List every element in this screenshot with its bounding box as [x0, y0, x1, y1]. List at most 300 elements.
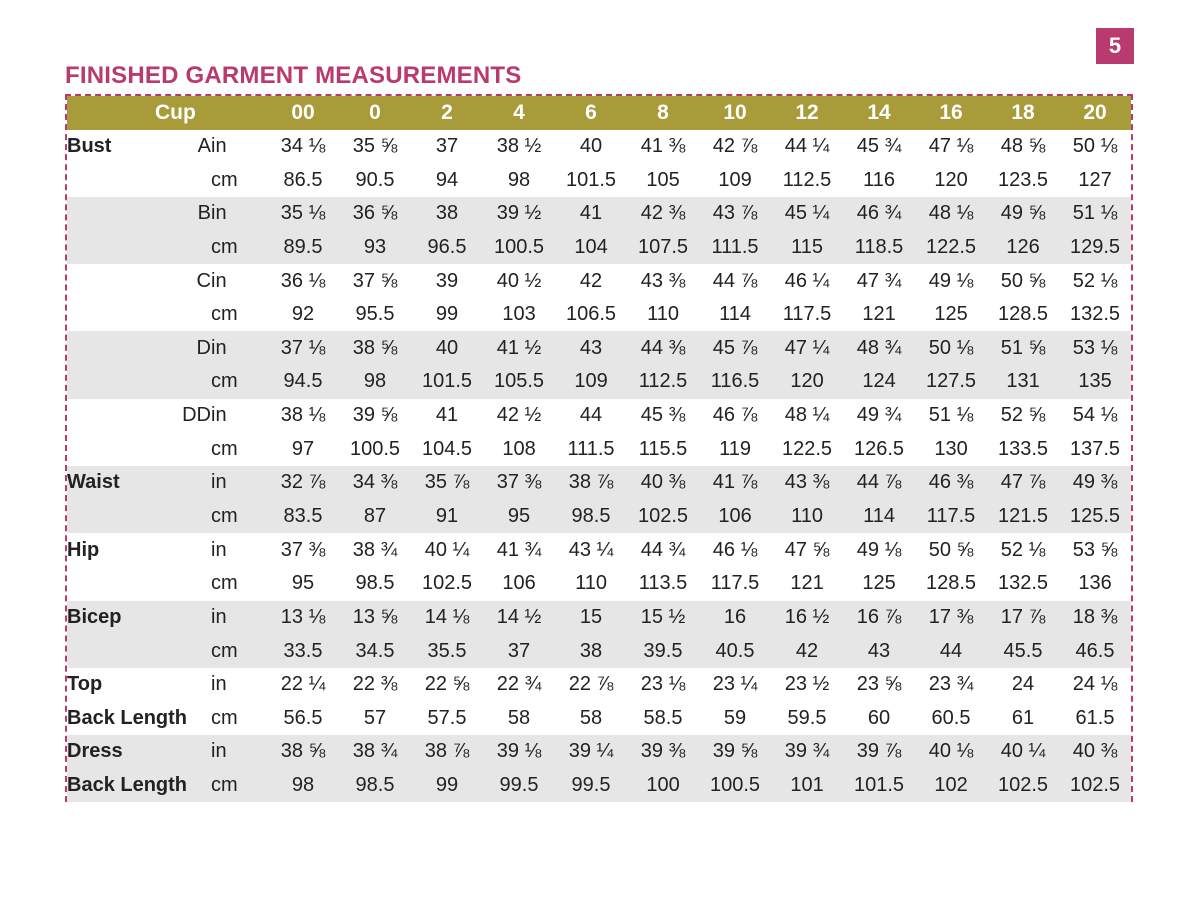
table-row	[67, 466, 1131, 500]
measurement-value: 121.5	[997, 505, 1049, 527]
measurement-value: 37 ⅛	[280, 336, 326, 359]
measurement-value: 16	[723, 605, 747, 628]
measurement-value: 129.5	[1069, 235, 1121, 258]
measurement-value: 46 ⅜	[928, 471, 974, 494]
measurement-value: 102.5	[421, 572, 473, 595]
measurement-value: 39 ½	[496, 202, 542, 225]
measurement-value: 42	[795, 639, 819, 662]
unit-label: cm	[211, 639, 238, 662]
measurement-value: 58	[507, 706, 531, 729]
measurement-value: 36 ⅝	[352, 202, 398, 225]
measurement-value: 44	[939, 639, 963, 662]
measurement-value: 40	[579, 134, 603, 157]
measurement-name: Back Length	[67, 706, 188, 729]
measurement-value: 136	[1078, 572, 1112, 595]
table-row	[67, 399, 1131, 433]
measurement-value: 87	[363, 505, 387, 527]
measurements-table	[67, 96, 1131, 802]
measurement-value: 118.5	[854, 235, 904, 258]
measurement-value: 102.5	[1069, 774, 1121, 797]
measurement-value: 120	[790, 370, 824, 393]
measurement-value: 35 ⅝	[352, 134, 398, 157]
measurement-value: 106	[718, 505, 752, 527]
cup-header	[155, 96, 267, 130]
measurement-name	[67, 298, 161, 332]
measurement-value: 125	[934, 303, 968, 326]
measurement-value: 40.5	[715, 639, 755, 662]
measurement-value: 106	[502, 572, 536, 595]
measurement-value: 58	[579, 706, 603, 729]
measurement-value: 43 ⅜	[640, 269, 686, 292]
measurement-value: 46 ¾	[856, 202, 902, 225]
measurement-value: 34.5	[355, 639, 395, 662]
measurement-value: 53 ⅛	[1072, 336, 1118, 359]
measurement-value: 16 ⅞	[856, 605, 902, 628]
measurement-value: 39 ⅝	[712, 740, 758, 763]
measurement-name	[67, 231, 161, 265]
unit-label: cm	[211, 774, 238, 797]
measurement-value: 117.5	[926, 505, 976, 527]
measurement-name	[67, 500, 161, 534]
measurement-value: 104.5	[421, 437, 473, 460]
measurement-value: 116.5	[710, 370, 760, 393]
measurement-value: 122.5	[925, 235, 977, 258]
measurement-value: 38 ⅝	[280, 740, 326, 763]
measurement-value: 93	[363, 235, 387, 258]
measurement-value: 42 ⅜	[640, 202, 686, 225]
measurement-value: 101.5	[565, 168, 617, 191]
measurement-value: 39 ⅝	[352, 404, 398, 427]
measurement-value: 38 ⅞	[424, 740, 470, 763]
unit-label: cm	[211, 370, 238, 393]
unit-label: in	[211, 336, 227, 359]
measurement-value: 48 ⅝	[1000, 134, 1046, 157]
measurement-value: 110	[791, 505, 823, 527]
header-row	[67, 96, 1131, 130]
measurement-value: 17 ⅜	[928, 605, 974, 628]
measurement-value: 38 ½	[496, 134, 542, 157]
measurement-value: 90.5	[355, 168, 395, 191]
table-row	[67, 365, 1131, 399]
measurement-value: 43 ⅞	[712, 202, 758, 225]
measurement-name: Waist	[67, 471, 120, 494]
measurement-value: 46 ⅞	[712, 404, 758, 427]
cup-size	[161, 668, 211, 702]
measurement-name	[67, 365, 161, 399]
measurement-value: 50 ⅛	[1072, 134, 1118, 157]
measurement-value: 44 ⅞	[712, 269, 758, 292]
measurement-value: 48 ¼	[784, 404, 830, 427]
measurement-value: 103	[502, 303, 536, 326]
measurement-value: 39 ¾	[784, 740, 830, 763]
table-row	[67, 634, 1131, 668]
measurement-value: 101.5	[421, 370, 473, 393]
measurement-value: 34 ⅛	[280, 134, 326, 157]
measurement-value: 40 ⅜	[1072, 740, 1118, 763]
measurement-value: 39 ⅞	[856, 740, 902, 763]
measurement-value: 23 ½	[784, 673, 830, 696]
measurement-value: 108	[502, 437, 536, 460]
unit-label: in	[211, 404, 227, 427]
measurement-value: 48 ⅛	[928, 202, 974, 225]
measurement-value: 98.5	[355, 572, 395, 595]
measurement-value: 61.5	[1075, 706, 1115, 729]
measurement-value: 99.5	[499, 774, 539, 797]
measurement-value: 43	[867, 639, 891, 662]
measurement-value: 111.5	[711, 235, 759, 258]
measurement-value: 49 ⅛	[928, 269, 974, 292]
measurement-value: 39 ⅛	[496, 740, 542, 763]
page-title: FINISHED GARMENT MEASUREMENTS	[65, 62, 522, 89]
measurement-value: 51 ⅛	[1072, 202, 1118, 225]
measurement-value: 18 ⅜	[1072, 605, 1118, 628]
measurement-value: 86.5	[283, 168, 323, 191]
measurement-value: 47 ⅛	[928, 134, 974, 157]
measurement-value: 54 ⅛	[1072, 404, 1118, 427]
cup-header-label: Cup	[155, 100, 196, 124]
measurement-name	[67, 264, 161, 298]
table-row	[67, 533, 1131, 567]
table-row	[67, 231, 1131, 265]
measurement-value: 41 ⅜	[640, 134, 686, 157]
measurement-value: 122.5	[781, 437, 833, 460]
measurement-value: 23 ¼	[712, 673, 758, 696]
measurement-value: 35 ⅛	[280, 202, 326, 225]
measurement-value: 100.5	[349, 437, 401, 460]
measurement-value: 59	[723, 706, 747, 729]
measurement-value: 135	[1078, 370, 1112, 393]
measurement-value: 117.5	[782, 303, 832, 326]
measurement-value: 35.5	[427, 639, 467, 662]
measurement-value: 124	[862, 370, 896, 393]
measurement-value: 22 ⅝	[424, 673, 470, 696]
cup-size	[161, 231, 211, 265]
measurement-value: 22 ⅜	[352, 673, 398, 696]
measurement-value: 47 ¼	[784, 336, 830, 359]
measurement-value: 40 ¼	[424, 538, 470, 561]
measurement-value: 98	[291, 774, 315, 797]
measurement-value: 38 ⅛	[280, 404, 326, 427]
measurement-value: 137.5	[1069, 437, 1121, 460]
measurement-value: 41	[435, 404, 459, 427]
measurement-value: 60.5	[931, 706, 971, 729]
measurement-value: 57.5	[427, 706, 467, 729]
unit-label: in	[211, 605, 227, 628]
measurement-value: 47 ⅝	[784, 538, 830, 561]
measurement-value: 37	[507, 639, 531, 662]
measurement-value: 40 ⅛	[928, 740, 974, 763]
measurement-value: 119	[719, 437, 751, 460]
measurement-value: 94.5	[283, 370, 323, 393]
measurement-value: 98	[507, 168, 531, 191]
measurement-value: 111.5	[567, 437, 615, 460]
measurement-value: 133.5	[997, 437, 1049, 460]
measurement-name: Bust	[67, 134, 112, 157]
measurement-value: 42 ½	[496, 404, 542, 427]
size-header: 8	[657, 100, 669, 124]
measurement-name	[67, 432, 161, 466]
measurement-value: 46 ¼	[784, 269, 830, 292]
measurement-value: 114	[719, 303, 751, 326]
measurement-value: 52 ⅛	[1000, 538, 1046, 561]
measurement-value: 37 ⅜	[496, 471, 542, 494]
unit-label: cm	[211, 437, 238, 460]
cup-size: B	[197, 202, 211, 225]
measurement-value: 32 ⅞	[280, 471, 326, 494]
cup-size	[161, 601, 211, 635]
cup-size: A	[197, 134, 211, 157]
measurement-value: 43 ⅜	[784, 471, 830, 494]
table-row	[67, 331, 1131, 365]
unit-label: cm	[211, 168, 238, 191]
unit-label: in	[211, 740, 227, 763]
measurement-header	[67, 96, 161, 130]
measurement-name: Top	[67, 673, 103, 696]
size-header: 10	[723, 100, 747, 124]
measurement-value: 101.5	[853, 774, 905, 797]
unit-label: in	[211, 673, 227, 696]
measurement-value: 39 ⅜	[640, 740, 686, 763]
cup-size	[161, 432, 211, 466]
measurement-value: 37 ⅜	[280, 538, 326, 561]
measurement-name	[67, 197, 161, 231]
measurement-value: 48 ¾	[856, 336, 902, 359]
measurement-value: 43 ¼	[568, 538, 614, 561]
measurement-value: 52 ⅝	[1000, 404, 1046, 427]
measurement-value: 104	[574, 235, 608, 258]
measurement-value: 98.5	[571, 505, 611, 527]
measurement-value: 126.5	[853, 437, 905, 460]
measurement-value: 46 ⅛	[712, 538, 758, 561]
measurement-value: 41 ⅞	[712, 471, 758, 494]
measurement-value: 22 ¼	[280, 673, 326, 696]
measurement-value: 112.5	[638, 370, 688, 393]
measurement-value: 44 ¼	[784, 134, 830, 157]
size-header: 4	[513, 100, 525, 124]
measurement-value: 37	[435, 134, 459, 157]
cup-size	[161, 634, 211, 668]
measurement-value: 43	[579, 336, 603, 359]
size-header: 12	[795, 100, 819, 124]
measurement-value: 46.5	[1075, 639, 1115, 662]
measurement-value: 52 ⅛	[1072, 269, 1118, 292]
unit-label: in	[211, 202, 227, 225]
unit-label: cm	[211, 706, 238, 729]
measurement-value: 36 ⅛	[280, 269, 326, 292]
measurement-value: 49 ⅛	[856, 538, 902, 561]
measurement-value: 125.5	[1069, 505, 1121, 527]
measurement-value: 99.5	[571, 774, 611, 797]
size-header: 6	[585, 100, 597, 124]
measurement-value: 100.5	[493, 235, 545, 258]
measurement-name	[67, 634, 161, 668]
measurement-value: 51 ⅛	[928, 404, 974, 427]
measurement-value: 59.5	[787, 706, 827, 729]
measurement-value: 132.5	[997, 572, 1049, 595]
measurement-value: 97	[291, 437, 315, 460]
measurement-value: 47 ¾	[856, 269, 902, 292]
measurement-value: 102.5	[637, 505, 689, 527]
table-body	[67, 130, 1131, 803]
unit-label: cm	[211, 505, 238, 527]
measurement-value: 98.5	[355, 774, 395, 797]
cup-size	[161, 533, 211, 567]
measurement-value: 22 ¾	[496, 673, 542, 696]
measurement-value: 23 ¾	[928, 673, 974, 696]
measurement-value: 121	[790, 572, 824, 595]
measurement-value: 17 ⅞	[1000, 605, 1046, 628]
measurement-value: 127	[1078, 168, 1112, 191]
table-row	[67, 432, 1131, 466]
measurement-value: 33.5	[283, 639, 323, 662]
measurement-value: 102.5	[997, 774, 1049, 797]
measurement-name: Hip	[67, 538, 100, 561]
size-header: 14	[867, 100, 891, 124]
measurement-value: 45 ¼	[784, 202, 830, 225]
measurement-name	[67, 331, 161, 365]
measurement-value: 40 ⅜	[640, 471, 686, 494]
measurement-name	[67, 163, 161, 197]
measurement-value: 39 ¼	[568, 740, 614, 763]
table-row	[67, 163, 1131, 197]
measurement-value: 121	[862, 303, 896, 326]
measurement-name: Bicep	[67, 605, 122, 628]
cup-size	[161, 298, 211, 332]
measurement-name: Dress	[67, 740, 123, 763]
measurement-value: 49 ⅜	[1072, 471, 1118, 494]
measurement-value: 41 ½	[496, 336, 542, 359]
measurement-value: 49 ¾	[856, 404, 902, 427]
measurement-value: 13 ⅛	[280, 605, 326, 628]
measurement-value: 16 ½	[784, 605, 830, 628]
measurement-value: 34 ⅜	[352, 471, 398, 494]
measurement-value: 23 ⅛	[640, 673, 686, 696]
measurement-value: 125	[862, 572, 896, 595]
measurement-value: 60	[867, 706, 891, 729]
size-header: 2	[441, 100, 453, 124]
measurement-value: 123.5	[997, 168, 1049, 191]
measurement-value: 127.5	[925, 370, 977, 393]
measurement-value: 99	[435, 774, 459, 797]
measurement-value: 95	[291, 572, 315, 595]
measurement-value: 38	[579, 639, 603, 662]
cup-size	[161, 365, 211, 399]
measurement-value: 40 ½	[496, 269, 542, 292]
measurement-value: 38 ⅝	[352, 336, 398, 359]
measurement-value: 35 ⅞	[424, 471, 470, 494]
measurement-value: 40	[435, 336, 459, 359]
measurement-value: 113.5	[638, 572, 688, 595]
cup-size	[161, 567, 211, 601]
measurement-value: 22 ⅞	[568, 673, 614, 696]
unit-label: cm	[211, 572, 238, 595]
measurement-value: 110	[575, 572, 607, 595]
measurement-value: 15 ½	[640, 605, 686, 628]
measurement-value: 131	[1006, 370, 1040, 393]
cup-size: DD	[182, 404, 211, 427]
measurement-value: 115.5	[638, 437, 688, 460]
cup-size: C	[196, 269, 211, 292]
measurement-value: 45.5	[1003, 639, 1043, 662]
size-header: 18	[1011, 100, 1035, 124]
measurement-value: 44	[579, 404, 603, 427]
measurement-value: 89.5	[283, 235, 323, 258]
measurement-value: 130	[934, 437, 968, 460]
measurement-value: 51 ⅝	[1000, 336, 1046, 359]
cup-size	[161, 735, 211, 769]
table-row	[67, 769, 1131, 803]
measurement-value: 14 ⅛	[424, 605, 470, 628]
measurement-value: 132.5	[1069, 303, 1121, 326]
measurement-value: 57	[363, 706, 387, 729]
measurement-value: 100.5	[709, 774, 761, 797]
measurement-value: 47 ⅞	[1000, 471, 1046, 494]
measurement-value: 96.5	[427, 235, 467, 258]
page-number-badge: 5	[1096, 28, 1134, 64]
measurement-value: 42	[579, 269, 603, 292]
measurement-value: 58.5	[643, 706, 683, 729]
table-row	[67, 500, 1131, 534]
size-header: 0	[369, 100, 381, 124]
unit-label: in	[211, 134, 227, 157]
cup-size: D	[196, 336, 211, 359]
measurement-value: 45 ¾	[856, 134, 902, 157]
cup-size	[161, 466, 211, 500]
measurement-value: 117.5	[710, 572, 760, 595]
cup-size	[161, 163, 211, 197]
measurement-value: 41 ¾	[496, 538, 542, 561]
table-row	[67, 702, 1131, 736]
measurement-value: 44 ⅞	[856, 471, 902, 494]
measurement-value: 106.5	[565, 303, 617, 326]
measurement-value: 94	[435, 168, 459, 191]
table-row	[67, 601, 1131, 635]
measurement-value: 39.5	[643, 639, 683, 662]
measurement-value: 102	[934, 774, 968, 797]
measurement-value: 83.5	[283, 505, 323, 527]
cup-size	[161, 500, 211, 534]
measurement-value: 56.5	[283, 706, 323, 729]
table-row	[67, 668, 1131, 702]
measurement-value: 120	[934, 168, 968, 191]
measurement-value: 109	[574, 370, 608, 393]
measurement-value: 38 ¾	[352, 740, 398, 763]
measurement-value: 45 ⅜	[640, 404, 686, 427]
table-row	[67, 130, 1131, 164]
measurement-value: 95	[507, 505, 531, 527]
table-row	[67, 264, 1131, 298]
measurement-value: 114	[863, 505, 895, 527]
table-row	[67, 735, 1131, 769]
measurement-value: 23 ⅝	[856, 673, 902, 696]
measurement-value: 61	[1011, 706, 1035, 729]
measurement-value: 24 ⅛	[1072, 673, 1118, 696]
unit-label: in	[211, 471, 227, 494]
table-row	[67, 298, 1131, 332]
measurement-value: 44 ¾	[640, 538, 686, 561]
measurement-value: 100	[646, 774, 680, 797]
measurement-value: 128.5	[997, 303, 1049, 326]
unit-label: in	[211, 538, 227, 561]
measurement-name	[67, 399, 161, 433]
measurement-value: 40 ¼	[1000, 740, 1046, 763]
measurement-value: 41	[579, 202, 603, 225]
measurement-value: 115	[791, 235, 823, 258]
measurement-value: 107.5	[637, 235, 689, 258]
size-header: 20	[1083, 100, 1107, 124]
measurement-name	[67, 567, 161, 601]
size-header: 16	[939, 100, 963, 124]
